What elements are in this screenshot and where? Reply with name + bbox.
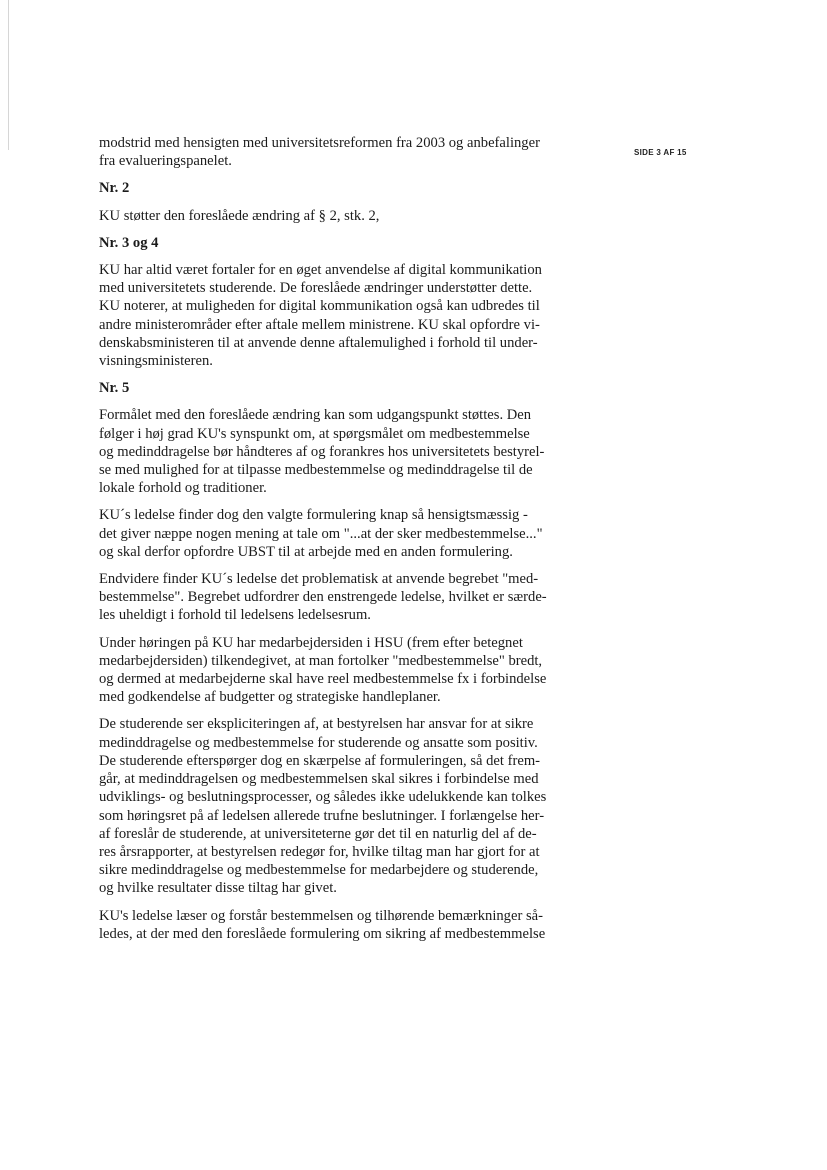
text-line: og skal derfor opfordre UBST til at arbejde med en anden formulering. — [99, 543, 513, 560]
text-line: af foreslår de studerende, at universiteterne gør det til en naturlig del af de- — [99, 825, 537, 842]
text-line: går, at medinddragelsen og medbestemmelsen skal sikres i forbindelse med — [99, 771, 539, 788]
text-line: denskabsministeren til at anvende denne aftalemulighed i forhold til under- — [99, 334, 538, 351]
text-line: medarbejdersiden) tilkendegivet, at man fortolker "medbestemmelse" bredt, — [99, 652, 543, 669]
text-line: KU støtter den foreslåede ændring af § 2, stk. 2, — [99, 207, 380, 224]
text-line: Under høringen på KU har medarbejdersiden i HSU (frem efter betegnet — [99, 634, 523, 651]
body-paragraph — [99, 715, 599, 897]
body-paragraph — [99, 207, 599, 225]
section-heading: Nr. 5 — [99, 380, 130, 397]
text-line: se med mulighed for at tilpasse medbestemmelse og medinddragelse til de — [99, 462, 533, 479]
text-line: KU har altid været fortaler for en øget anvendelse af digital kommunikation — [99, 262, 542, 279]
body-paragraph — [99, 406, 599, 497]
text-line: udviklings- og beslutningsprocesser, og således ikke udelukkende kan tolkes — [99, 789, 547, 806]
text-line: Formålet med den foreslåede ændring kan som udgangspunkt støttes. Den — [99, 407, 532, 424]
text-line: andre ministerområder efter aftale mellem ministrene. KU skal opfordre vi- — [99, 316, 540, 333]
text-line: res årsrapporter, at bestyrelsen redegør for, hvilke tiltag man har gjort for at — [99, 843, 540, 860]
section-heading: Nr. 3 og 4 — [99, 234, 159, 251]
scan-edge-line — [8, 0, 9, 150]
text-line: som høringsret på af ledelsen allerede trufne beslutninger. I forlængelse her- — [99, 807, 545, 824]
text-line: modstrid med hensigten med universitetsreformen fra 2003 og anbefalinger — [99, 135, 540, 151]
section-heading: Nr. 2 — [99, 180, 130, 197]
body-paragraph — [99, 570, 599, 625]
text-line: følger i høj grad KU's synspunkt om, at spørgsmålet om medbestemmelse — [99, 425, 530, 442]
text-line: visningsministeren. — [99, 353, 213, 370]
body-paragraph — [99, 907, 599, 943]
text-line: ledes, at der med den foreslåede formulering om sikring af medbestemmelse — [99, 925, 546, 942]
document-body — [99, 134, 599, 952]
body-paragraph — [99, 134, 599, 170]
text-line: og dermed at medarbejderne skal have reel medbestemmelse fx i forbindelse — [99, 671, 547, 688]
text-line: De studerende ser ekspliciteringen af, at bestyrelsen har ansvar for at sikre — [99, 716, 534, 733]
text-line: KU noterer, at muligheden for digital kommunikation også kan udbredes til — [99, 298, 540, 315]
text-line: fra evalueringspanelet. — [99, 153, 232, 170]
text-line: med universitetets studerende. De foreslåede ændringer understøtter dette. — [99, 280, 533, 297]
text-line: KU's ledelse læser og forstår bestemmelsen og tilhørende bemærkninger så- — [99, 907, 543, 924]
text-line: med godkendelse af budgetter og strategiske handleplaner. — [99, 689, 441, 706]
body-paragraph — [99, 261, 599, 370]
text-line: og medinddragelse bør håndteres af og forankres hos universitetets bestyrel- — [99, 443, 545, 460]
text-line: medinddragelse og medbestemmelse for studerende og ansatte som positiv. — [99, 734, 538, 751]
text-line: sikre medinddragelse og medbestemmelse for medarbejdere og studerende, — [99, 862, 539, 879]
text-line: KU´s ledelse finder dog den valgte formulering knap så hensigtsmæssig - — [99, 507, 528, 524]
body-paragraph — [99, 506, 599, 561]
text-line: bestemmelse". Begrebet udfordrer den enstrengede ledelse, hvilket er særde- — [99, 589, 547, 606]
body-paragraph — [99, 634, 599, 707]
text-line: De studerende efterspørger dog en skærpelse af formuleringen, så det frem- — [99, 752, 541, 769]
text-line: les uheldigt i forhold til ledelsens ledelsesrum. — [99, 607, 371, 624]
page-number-label: SIDE 3 AF 15 — [634, 148, 687, 157]
text-line: lokale forhold og traditioner. — [99, 480, 267, 497]
text-line: det giver næppe nogen mening at tale om "...at der sker medbestemmelse..." — [99, 525, 543, 542]
text-line: Endvidere finder KU´s ledelse det problematisk at anvende begrebet "med- — [99, 571, 539, 588]
text-line: og hvilke resultater disse tiltag har givet. — [99, 880, 337, 897]
